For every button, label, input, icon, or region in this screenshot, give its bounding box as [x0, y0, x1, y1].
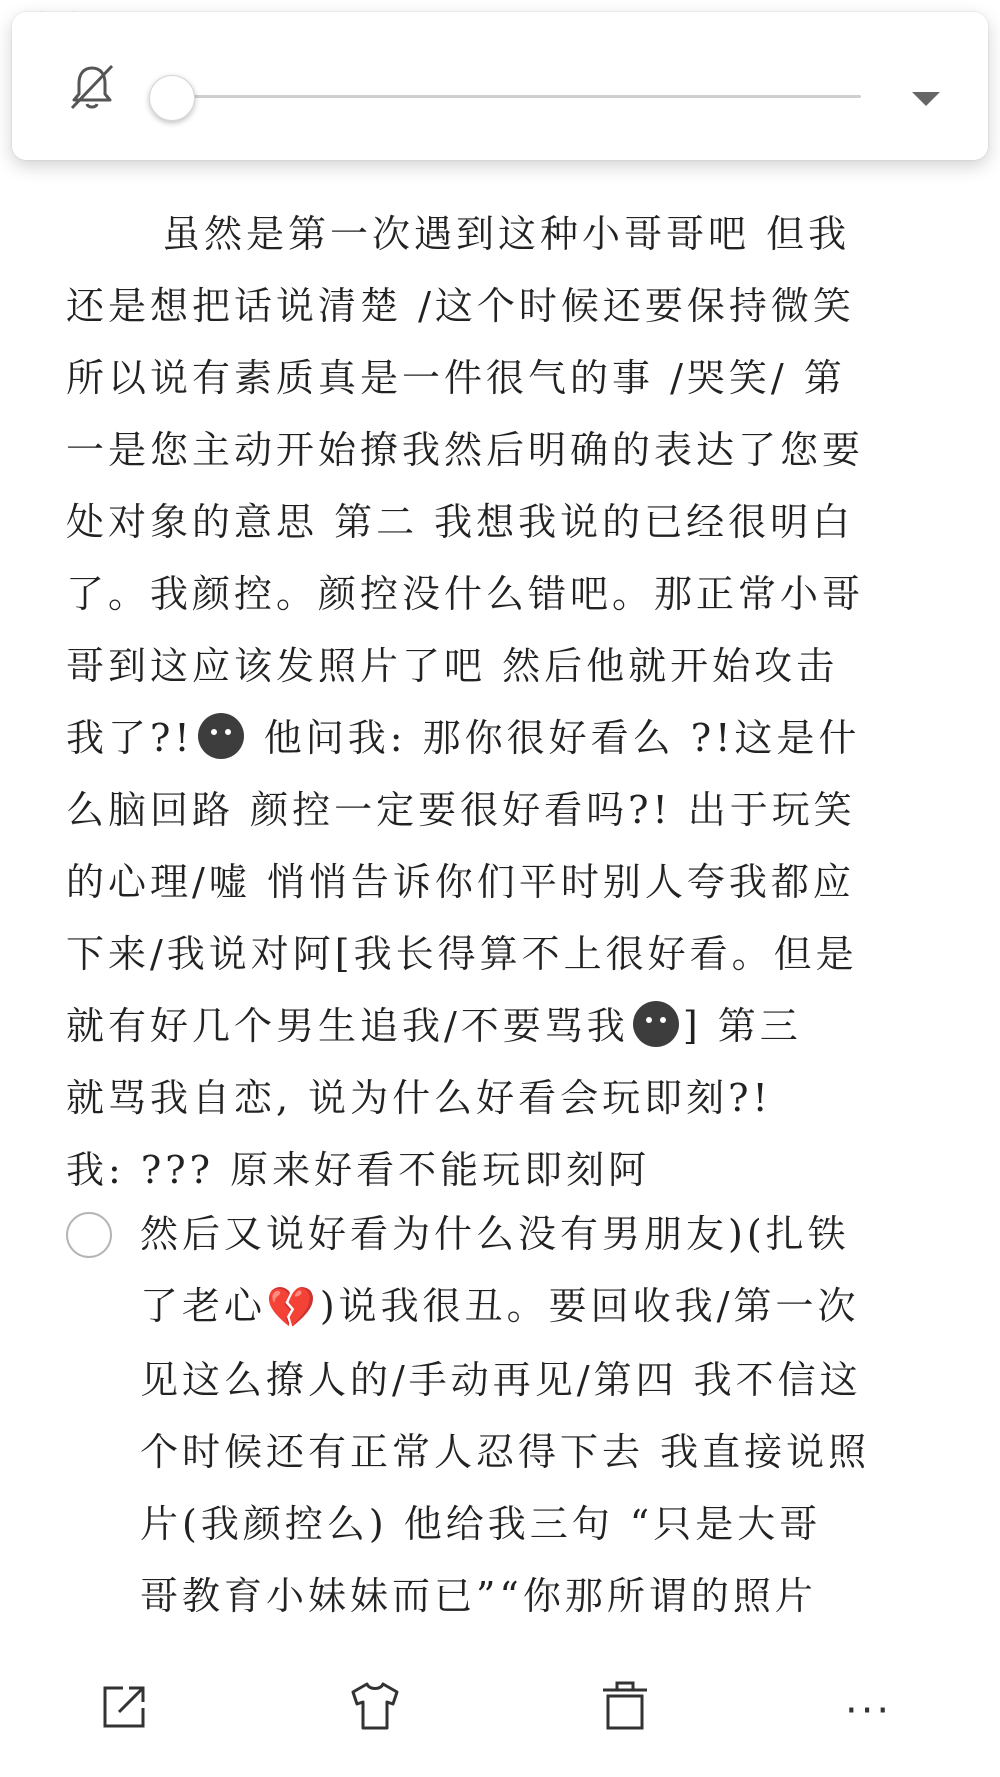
bottom-toolbar — [0, 1640, 1000, 1777]
text-line — [140, 1270, 940, 1344]
share-button[interactable] — [95, 1676, 155, 1736]
more-button[interactable]: ··· — [845, 1688, 893, 1734]
text-line: 处对象的意思 第二 我想我说的已经很明白 — [66, 500, 855, 544]
text-line: 所以说有素质真是一件很气的事 /哭笑/ 第 — [66, 356, 846, 400]
text-line: 下来/我说对阿[我长得算不上很好看。但是 — [66, 932, 858, 976]
text-line: 见这么撩人的/手动再见/第四 我不信这 — [140, 1358, 862, 1402]
text-line: 的心理/嘘 悄悄告诉你们平时别人夸我都应 — [66, 860, 855, 904]
bell-off-icon[interactable] — [68, 62, 116, 112]
checklist-checkbox[interactable] — [66, 1212, 112, 1258]
text-segment: 我了?! — [66, 716, 194, 760]
note-body[interactable] — [66, 198, 936, 1206]
text-line: 还是想把话说清楚 /这个时候还要保持微笑 — [66, 284, 855, 328]
black-face-emoji-icon — [633, 1001, 679, 1047]
text-line: 一是您主动开始撩我然后明确的表达了您要 — [66, 428, 865, 472]
text-segment: 就有好几个男生追我/不要骂我 — [66, 1004, 629, 1048]
text-line: 了。我颜控。颜控没什么错吧。那正常小哥 — [66, 572, 865, 616]
delete-button[interactable] — [595, 1676, 655, 1736]
text-line: 么脑回路 颜控一定要很好看吗?! 出于玩笑 — [66, 788, 856, 832]
tshirt-icon — [345, 1676, 405, 1736]
text-line: 我: ??? 原来好看不能玩即刻阿 — [66, 1148, 651, 1192]
text-segment: 了老心 — [140, 1284, 267, 1328]
text-segment: )说我很丑。要回收我/第一次 — [319, 1284, 860, 1328]
volume-panel — [12, 12, 988, 160]
black-face-emoji-icon — [198, 713, 244, 759]
trash-icon — [595, 1676, 655, 1736]
text-line: 哥到这应该发照片了吧 然后他就开始攻击 — [66, 644, 839, 688]
text-line — [66, 702, 936, 774]
broken-heart-emoji-icon: 💔 — [266, 1285, 320, 1331]
text-line: 然后又说好看为什么没有男朋友)(扎铁 — [140, 1212, 850, 1256]
text-line: 虽然是第一次遇到这种小哥哥吧 但我 — [162, 212, 851, 256]
theme-button[interactable] — [345, 1676, 405, 1736]
text-line: 哥教育小妹妹而已”“你那所谓的照片 — [140, 1574, 817, 1618]
text-segment: ] 第三 — [682, 1004, 802, 1048]
paragraph — [66, 198, 936, 1206]
chevron-down-icon[interactable] — [910, 90, 942, 108]
text-line: 就骂我自恋, 说为什么好看会玩即刻?! — [66, 1076, 772, 1120]
text-line: 个时候还有正常人忍得下去 我直接说照 — [140, 1430, 871, 1474]
text-line: 片(我颜控么) 他给我三句 “只是大哥 — [140, 1502, 822, 1546]
text-segment: 他问我: 那你很好看么 ?!这是什 — [247, 716, 861, 760]
volume-slider-thumb[interactable] — [149, 75, 195, 121]
share-icon — [95, 1676, 155, 1736]
volume-slider-track[interactable] — [167, 95, 861, 98]
text-line — [66, 990, 936, 1062]
checklist-text[interactable] — [140, 1198, 940, 1632]
